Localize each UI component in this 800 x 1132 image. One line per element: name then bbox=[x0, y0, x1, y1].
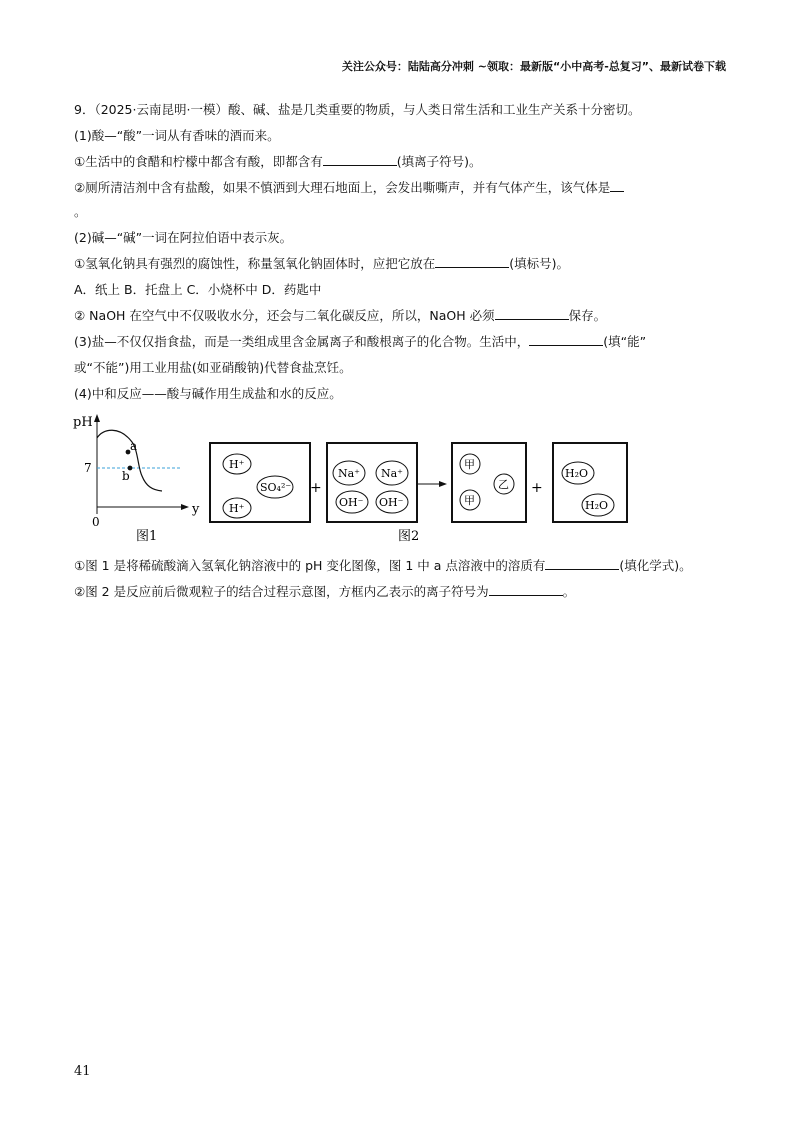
part3 bbox=[74, 332, 646, 350]
question-stem: 9．（2025·云南昆明·一模）酸、碱、盐是几类重要的物质，与人类日常生活和工业生产关系十分密切。 bbox=[74, 102, 641, 117]
part2-b-hint: 保存。 bbox=[568, 308, 607, 323]
y-label: pH bbox=[73, 415, 93, 430]
part2-b-text: ② NaOH 在空气中不仅吸收水分，还会与二氧化碳反应，所以，NaOH 必须 bbox=[74, 308, 495, 323]
part4-b-end: 。 bbox=[562, 584, 576, 599]
tick-7: 7 bbox=[84, 461, 92, 475]
particle-label: H⁺ bbox=[229, 458, 245, 471]
part1-b-text: ②厕所清洁剂中含有盐酸，如果不慎洒到大理石地面上，会发出嘶嘶声，并有气体产生，该气体是 bbox=[74, 180, 611, 195]
part1-a bbox=[74, 152, 481, 170]
particle-label: 甲 bbox=[464, 458, 475, 471]
part1-a-text: ①生活中的食醋和柠檬中都含有酸，即都含有 bbox=[74, 154, 323, 169]
particle-label: H₂O bbox=[585, 499, 609, 512]
answer-blank[interactable] bbox=[495, 307, 569, 320]
answer-blank[interactable] bbox=[435, 255, 509, 268]
particle-label: Na⁺ bbox=[338, 467, 360, 480]
figure1-ph-graph bbox=[73, 414, 200, 544]
figure2-caption: 图2 bbox=[398, 529, 420, 544]
part4-title: (4)中和反应——酸与碱作用生成盐和水的反应。 bbox=[74, 386, 342, 401]
part3-hint: (填“能” bbox=[603, 334, 647, 349]
figures bbox=[70, 406, 670, 546]
choice-options: A．纸上 B．托盘上 C．小烧杯中 D．药匙中 bbox=[74, 282, 322, 297]
part3-continued: 或“不能”)用工业用盐(如亚硝酸钠)代替食盐烹饪。 bbox=[74, 360, 352, 375]
page-number: 41 bbox=[74, 1064, 91, 1079]
part1-b-end: 。 bbox=[74, 204, 87, 219]
plus-sign: + bbox=[310, 480, 322, 496]
origin-label: 0 bbox=[92, 515, 100, 529]
answer-blank[interactable] bbox=[323, 153, 397, 166]
particle-label: OH⁻ bbox=[339, 496, 364, 509]
particle-label: SO₄²⁻ bbox=[260, 481, 292, 494]
part2-title: (2)碱—“碱”一词在阿拉伯语中表示灰。 bbox=[74, 230, 293, 245]
part4-a bbox=[74, 556, 692, 574]
reaction-arrow-head bbox=[439, 481, 447, 487]
particle-label: 乙 bbox=[498, 478, 509, 491]
part3-text: (3)盐—不仅仅指食盐，而是一类组成里含金属离子和酸根离子的化合物。生活中， bbox=[74, 334, 530, 349]
label-b: b bbox=[122, 469, 130, 483]
x-label: y bbox=[192, 502, 200, 517]
answer-blank[interactable] bbox=[610, 179, 624, 192]
plus-sign: + bbox=[531, 480, 543, 496]
part1-a-hint: (填离子符号)。 bbox=[396, 154, 482, 169]
answer-blank[interactable] bbox=[489, 583, 563, 596]
figure1-caption: 图1 bbox=[136, 529, 158, 544]
particle-label: 甲 bbox=[464, 494, 475, 507]
y-axis-arrow bbox=[94, 414, 100, 422]
part2-a-hint: (填标号)。 bbox=[509, 256, 569, 271]
label-a: a bbox=[130, 439, 138, 453]
answer-blank[interactable] bbox=[529, 333, 603, 346]
part4-b-text: ②图 2 是反应前后微观粒子的结合过程示意图，方框内乙表示的离子符号为 bbox=[74, 584, 489, 599]
particle-label: Na⁺ bbox=[381, 467, 403, 480]
part2-a bbox=[74, 254, 569, 272]
part4-a-hint: (填化学式)。 bbox=[619, 558, 692, 573]
particle-label: H⁺ bbox=[229, 502, 245, 515]
x-axis-arrow bbox=[181, 504, 189, 510]
part2-b bbox=[74, 306, 606, 324]
particle-label: OH⁻ bbox=[379, 496, 404, 509]
answer-blank[interactable] bbox=[545, 557, 619, 570]
part4-b bbox=[74, 582, 575, 600]
figure2-particles bbox=[210, 443, 627, 544]
part1-title: (1)酸—“酸”一词从有香味的酒而来。 bbox=[74, 128, 280, 143]
part4-a-text: ①图 1 是将稀硫酸滴入氢氧化钠溶液中的 pH 变化图像，图 1 中 a 点溶液中的溶质有 bbox=[74, 558, 546, 573]
box-product-salt bbox=[452, 443, 526, 522]
part1-b bbox=[74, 178, 624, 196]
part2-a-text: ①氢氧化钠具有强烈的腐蚀性，称量氢氧化钠固体时，应把它放在 bbox=[74, 256, 436, 271]
page-header: 关注公众号：陆陆高分冲刺 ~领取：最新版“小中高考-总复习”、最新试卷下载 bbox=[341, 60, 726, 73]
particle-label: H₂O bbox=[565, 467, 589, 480]
